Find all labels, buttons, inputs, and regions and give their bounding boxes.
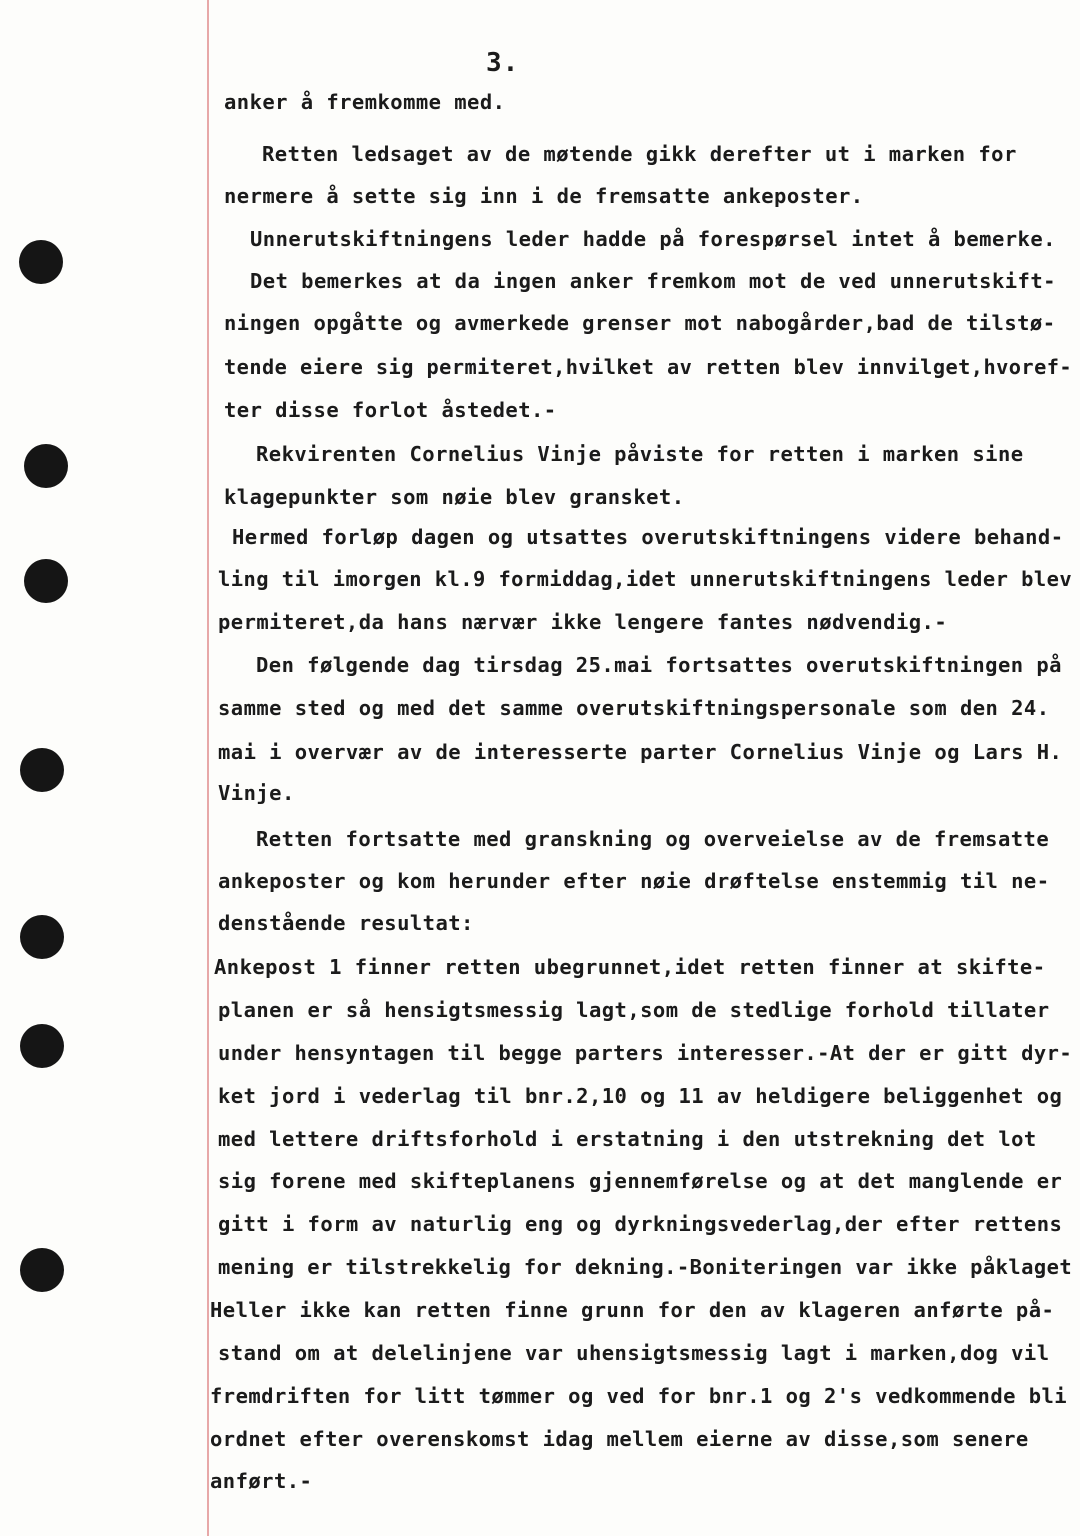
text-line: Unnerutskiftningens leder hadde på forespørsel intet å bemerke. — [250, 227, 1056, 251]
text-line: samme sted og med det samme overutskiftningspersonale som den 24. — [218, 696, 1050, 720]
text-line: mening er tilstrekkelig for dekning.-Boniteringen var ikke påklaget — [218, 1255, 1073, 1279]
punch-hole — [20, 915, 64, 959]
text-line: denstående resultat: — [218, 911, 474, 935]
text-line: Hermed forløp dagen og utsattes overutskiftningens videre behand- — [232, 525, 1064, 549]
punch-hole — [20, 1024, 64, 1068]
text-line: ter disse forlot åstedet.- — [224, 398, 557, 422]
text-line: permiteret,da hans nærvær ikke lengere fantes nødvendig.- — [218, 610, 948, 634]
page-number: 3. — [486, 48, 520, 78]
text-line: under hensyntagen til begge parters interesser.-At der er gitt dyr- — [218, 1041, 1073, 1065]
text-line: Den følgende dag tirsdag 25.mai fortsattes overutskiftningen på — [256, 653, 1062, 677]
text-line: nermere å sette sig inn i de fremsatte ankeposter. — [224, 184, 864, 208]
text-line: anker å fremkomme med. — [224, 90, 506, 114]
text-line: ningen opgåtte og avmerkede grenser mot nabogårder,bad de tilstø- — [224, 311, 1056, 335]
text-line: tende eiere sig permiteret,hvilket av retten blev innvilget,hvoref- — [224, 355, 1073, 379]
text-line: gitt i form av naturlig eng og dyrkningsvederlag,der efter rettens — [218, 1212, 1063, 1236]
text-line: med lettere driftsforhold i erstatning i den utstrekning det lot — [218, 1127, 1037, 1151]
text-line: ling til imorgen kl.9 formiddag,idet unnerutskiftningens leder blev — [218, 567, 1073, 591]
text-line: ket jord i vederlag til bnr.2,10 og 11 av heldigere beliggenhet og — [218, 1084, 1063, 1108]
text-line: Retten ledsaget av de møtende gikk derefter ut i marken for — [262, 142, 1017, 166]
punch-hole — [24, 559, 68, 603]
text-line: Vinje. — [218, 781, 295, 805]
text-line: ankeposter og kom herunder efter nøie drøftelse enstemmig til ne- — [218, 869, 1050, 893]
text-line: stand om at delelinjene var uhensigtsmessig lagt i marken,dog vil — [218, 1341, 1050, 1365]
punch-hole — [19, 240, 63, 284]
text-line: Ankepost 1 finner retten ubegrunnet,idet retten finner at skifte- — [214, 955, 1046, 979]
text-line: fremdriften for litt tømmer og ved for bnr.1 og 2's vedkommende bli — [210, 1384, 1068, 1408]
punch-hole — [20, 748, 64, 792]
punch-hole — [24, 444, 68, 488]
text-line: sig forene med skifteplanens gjennemførelse og at det manglende er — [218, 1169, 1063, 1193]
text-line: mai i overvær av de interesserte parter Cornelius Vinje og Lars H. — [218, 740, 1063, 764]
punch-hole — [20, 1248, 64, 1292]
text-line: Rekvirenten Cornelius Vinje påviste for retten i marken sine — [256, 442, 1024, 466]
text-line: Heller ikke kan retten finne grunn for den av klageren anførte på- — [210, 1298, 1055, 1322]
text-line: ordnet efter overenskomst idag mellem eierne av disse,som senere — [210, 1427, 1029, 1451]
text-line: planen er så hensigtsmessig lagt,som de stedlige forhold tillater — [218, 998, 1050, 1022]
text-line: anført.- — [210, 1469, 313, 1493]
margin-rule — [207, 0, 209, 1536]
text-line: Det bemerkes at da ingen anker fremkom mot de ved unnerutskift- — [250, 269, 1056, 293]
text-line: klagepunkter som nøie blev gransket. — [224, 485, 685, 509]
text-line: Retten fortsatte med granskning og overveielse av de fremsatte — [256, 827, 1050, 851]
